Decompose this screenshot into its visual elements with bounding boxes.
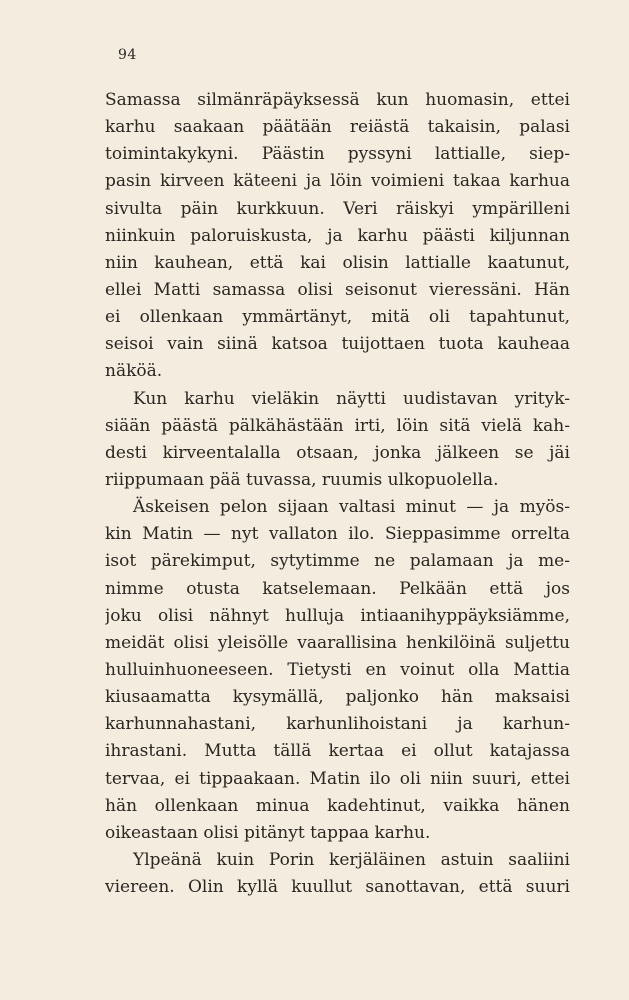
- text-line: ei ollenkaan ymmärtänyt, mitä oli tapahtunut,: [105, 307, 570, 328]
- text-line: seisoi vain siinä katsoa tuijottaen tuota kauheaa: [105, 334, 570, 355]
- text-line: joku olisi nähnyt hulluja intiaanihyppäyksiämme,: [105, 605, 570, 626]
- text-line: nimme otusta katselemaan. Pelkään että jos: [105, 578, 570, 599]
- text-line: näköä.: [105, 361, 163, 382]
- text-line: Äskeisen pelon sijaan valtasi minut — ja myös-: [133, 497, 570, 518]
- text-line: ihrastani. Mutta tällä kertaa ei ollut katajassa: [105, 741, 570, 762]
- text-line: desti kirveentalalla otsaan, jonka jälkeen se jäi: [105, 442, 570, 463]
- text-line: hulluinhuoneeseen. Tietysti en voinut olla Mattia: [105, 659, 570, 680]
- text-line: kiusaamatta kysymällä, paljonko hän maksaisi: [105, 687, 570, 708]
- text-line: kin Matin — nyt vallaton ilo. Sieppasimme orrelta: [105, 524, 570, 545]
- text-line: siään päästä pälkähästään irti, löin sitä vielä kah-: [105, 415, 570, 436]
- text-line: toimintakykyni. Päästin pyssyni lattialle, siep-: [105, 144, 570, 165]
- text-line: Samassa silmänräpäyksessä kun huomasin, ettei: [105, 90, 570, 110]
- body-text: [105, 87, 570, 901]
- text-line: Kun karhu vieläkin näytti uudistavan yrityk-: [133, 388, 570, 409]
- text-line: karhunnahastani, karhunlihoistani ja karhun-: [105, 714, 570, 735]
- text-line: meidät olisi yleisölle vaarallisina henkilöinä suljettu: [105, 632, 570, 653]
- text-line: sivulta päin kurkkuun. Veri räiskyi ympärilleni: [105, 198, 570, 219]
- text-line: viereen. Olin kyllä kuullut sanottavan, että suuri: [105, 877, 570, 898]
- text-line: niin kauhean, että kai olisin lattialle kaatunut,: [105, 252, 570, 273]
- text-line: ellei Matti samassa olisi seisonut vieressäni. Hän: [105, 279, 570, 300]
- text-line: isot pärekimput, sytytimme ne palamaan ja me-: [105, 551, 570, 572]
- text-line: tervaa, ei tippaakaan. Matin ilo oli niin suuri, ettei: [105, 768, 570, 789]
- text-line: Ylpeänä kuin Porin kerjäläinen astuin saaliini: [133, 849, 570, 870]
- text-line: hän ollenkaan minua kadehtinut, vaikka hänen: [105, 795, 570, 816]
- text-line: niinkuin paloruiskusta, ja karhu päästi kiljunnan: [105, 225, 570, 246]
- text-line: karhu saakaan päätään reiästä takaisin, palasi: [105, 117, 570, 138]
- text-line: pasin kirveen käteeni ja löin voimieni takaa karhua: [105, 171, 570, 192]
- text-line: oikeastaan olisi pitänyt tappaa karhu.: [105, 822, 431, 843]
- text-line: riippumaan pää tuvassa, ruumis ulkopuolella.: [105, 469, 499, 490]
- page-number: 94: [118, 47, 137, 63]
